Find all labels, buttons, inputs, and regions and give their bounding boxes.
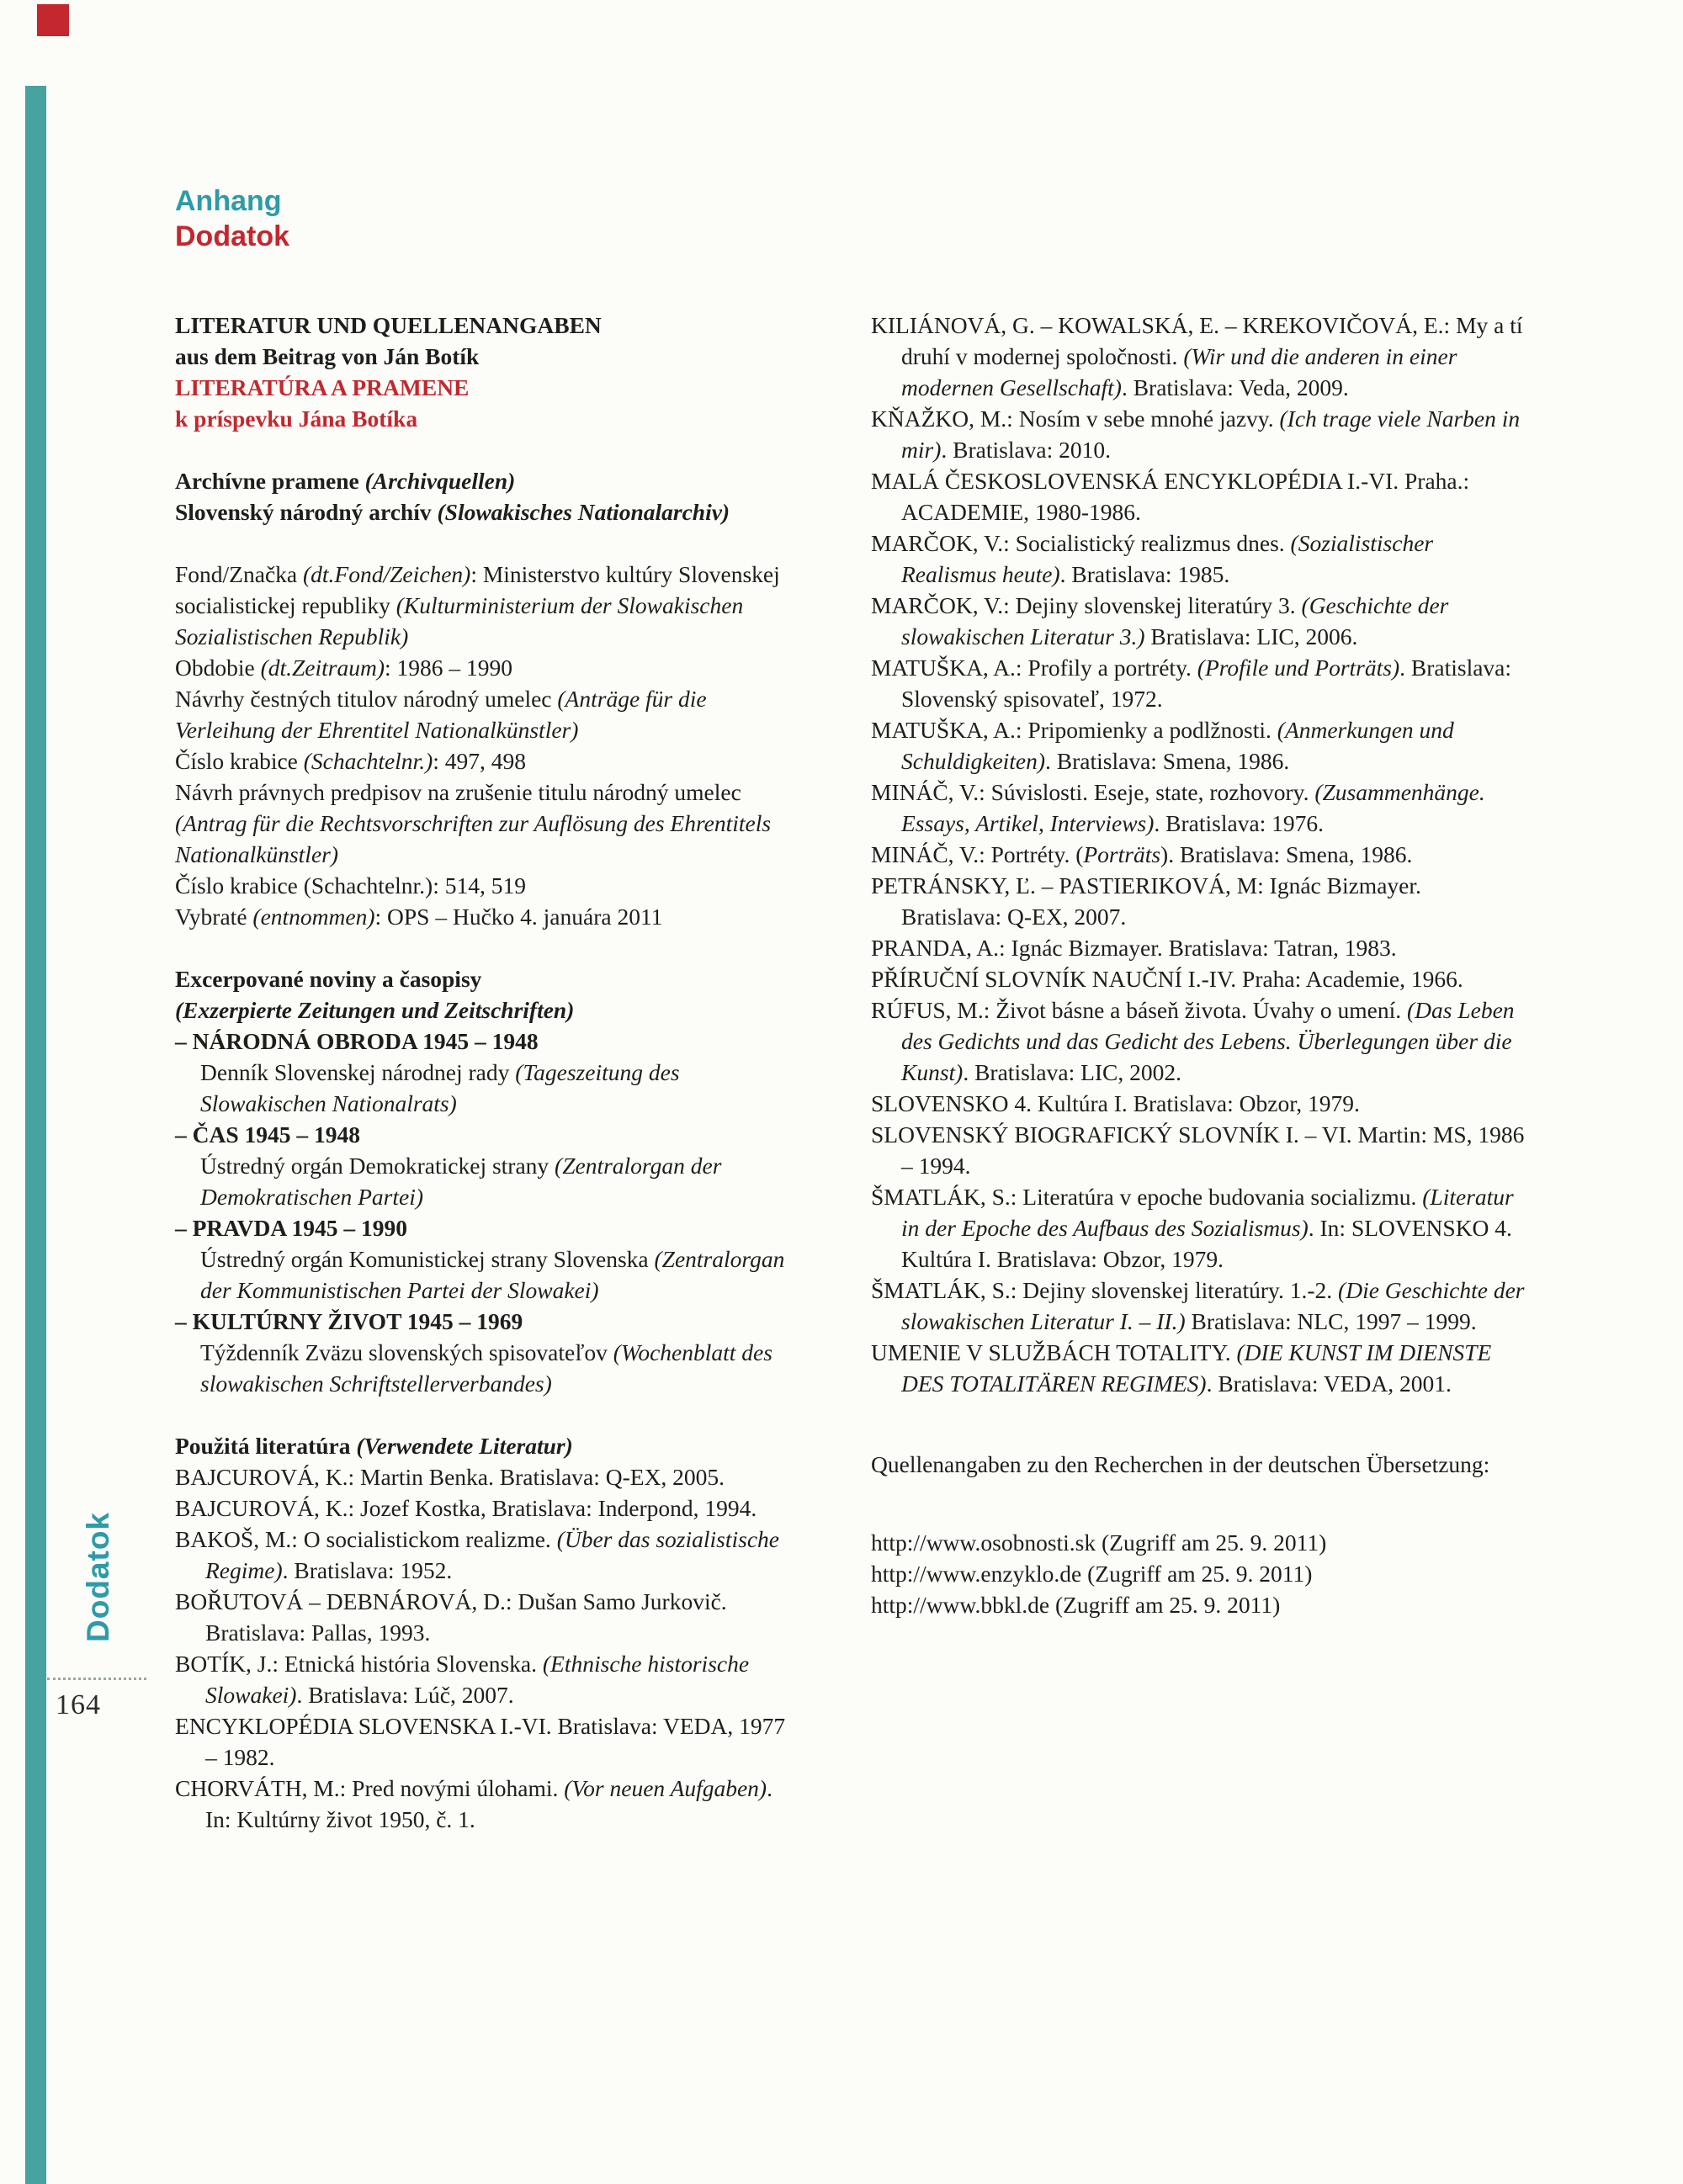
- text-block: [175, 559, 802, 652]
- text-block: [175, 1430, 802, 1461]
- text-block: [871, 870, 1526, 932]
- text-block: [871, 527, 1526, 590]
- text-block: [871, 1275, 1526, 1337]
- text-block: [871, 652, 1526, 714]
- text-block: [175, 1461, 802, 1492]
- text-run: http://www.enzyklo.de (Zugriff am 25. 9. 2011): [871, 1560, 1313, 1587]
- text-run: PŘÍRUČNÍ SLOVNÍK NAUČNÍ I.-IV. Praha: Academie, 1966.: [871, 966, 1463, 992]
- text-run: KŇAŽKO, M.: Nosím v sebe mnohé jazvy.: [871, 406, 1280, 432]
- header-dodatok-label: Dodatok: [175, 220, 289, 252]
- text-run: . Bratislava: Slovenský spisovateľ, 1972.: [901, 655, 1512, 712]
- header-anhang-label: Anhang: [175, 185, 282, 217]
- text-run: Návrh právnych predpisov na zrušenie titulu národný umelec: [175, 779, 741, 805]
- text-block: [175, 994, 802, 1026]
- text-block: [871, 1119, 1526, 1181]
- text-run: LITERATUR UND QUELLENANGABEN: [175, 312, 602, 338]
- spacer: [871, 1399, 1526, 1449]
- text-run: (Schachtelnr.): [303, 748, 433, 774]
- text-run: Denník Slovenskej národnej rady: [200, 1059, 516, 1085]
- text-run: Slovenský národný archív: [175, 499, 438, 525]
- text-run: MINÁČ, V.: Súvislosti. Eseje, state, rozhovory.: [871, 779, 1315, 805]
- text-run: ). Bratislava: Smena, 1986.: [1160, 841, 1413, 867]
- text-run: (Wochenblatt des slowakischen Schriftstellerverbandes): [200, 1339, 772, 1397]
- text-block: [175, 1306, 802, 1337]
- text-run: KILIÁNOVÁ, G. – KOWALSKÁ, E. – KREKOVIČOVÁ, E.: My a tí druhí v modernej spoločnosti.: [871, 312, 1523, 369]
- text-block: [871, 1088, 1526, 1119]
- text-run: – PRAVDA 1945 – 1990: [175, 1215, 408, 1241]
- text-block: [175, 1648, 802, 1710]
- text-block: [175, 1243, 802, 1306]
- text-run: (Tageszeitung des Slowakischen Nationalrats): [200, 1059, 680, 1116]
- text-run: (DIE KUNST IM DIENSTE DES TOTALITÄREN REGIMES): [901, 1339, 1492, 1397]
- text-block: [175, 1586, 802, 1648]
- text-block: [871, 994, 1526, 1088]
- text-block: [871, 465, 1526, 527]
- text-run: CHORVÁTH, M.: Pred novými úlohami.: [175, 1775, 565, 1801]
- text-run: Ústredný orgán Demokratickej strany: [200, 1153, 555, 1179]
- page-number: 164: [56, 1689, 101, 1720]
- text-run: (Profile und Porträts): [1197, 655, 1400, 681]
- text-run: . In: Kultúrny život 1950, č. 1.: [205, 1775, 772, 1832]
- dotted-divider: [47, 1678, 146, 1680]
- text-block: [871, 1527, 1526, 1558]
- text-block: [175, 496, 802, 527]
- text-run: . Bratislava: LIC, 2002.: [963, 1059, 1182, 1085]
- text-run: : Ministerstvo kultúry Slovenskej socialistickej republiky: [175, 561, 780, 618]
- text-run: – ČAS 1945 – 1948: [175, 1121, 361, 1148]
- text-block: [175, 1026, 802, 1057]
- text-block: [175, 870, 802, 901]
- text-run: . Bratislava: Veda, 2009.: [1121, 374, 1349, 400]
- text-run: (entnommen): [252, 904, 375, 930]
- text-run: (Zusammenhänge. Essays, Artikel, Interviews): [901, 779, 1485, 836]
- text-run: (dt.Fond/Zeichen): [302, 561, 471, 587]
- text-block: [871, 1589, 1526, 1620]
- text-run: . Bratislava: VEDA, 2001.: [1206, 1370, 1452, 1397]
- text-run: PETRÁNSKY, Ľ. – PASTIERIKOVÁ, M: Ignác Bizmayer. Bratislava: Q-EX, 2007.: [871, 872, 1421, 930]
- text-run: k príspevku Jána Botíka: [175, 406, 418, 432]
- text-block: [175, 310, 802, 341]
- spacer: [871, 1480, 1526, 1527]
- text-block: [175, 652, 802, 683]
- text-run: . Bratislava: 1976.: [1154, 810, 1325, 836]
- text-block: [175, 1057, 802, 1119]
- text-block: [871, 1558, 1526, 1589]
- text-run: Fond/Značka: [175, 561, 303, 587]
- text-block: [175, 1212, 802, 1243]
- text-run: BAJCUROVÁ, K.: Martin Benka. Bratislava: Q-EX, 2005.: [175, 1464, 725, 1490]
- text-run: . In: SLOVENSKO 4. Kultúra I. Bratislava: Obzor, 1979.: [901, 1215, 1512, 1272]
- text-run: Vybraté: [175, 904, 253, 930]
- text-run: Bratislava: NLC, 1997 – 1999.: [1185, 1308, 1477, 1334]
- text-block: [175, 1710, 802, 1773]
- text-block: [871, 590, 1526, 652]
- text-run: Bratislava: LIC, 2006.: [1144, 623, 1358, 649]
- spacer: [175, 527, 802, 559]
- text-run: PRANDA, A.: Ignác Bizmayer. Bratislava: Tatran, 1983.: [871, 935, 1397, 961]
- text-run: (Zentralorgan der Demokratischen Partei): [200, 1153, 722, 1210]
- text-block: [175, 1773, 802, 1835]
- text-block: [175, 1492, 802, 1524]
- text-block: [175, 777, 802, 870]
- text-run: Excerpované noviny a časopisy: [175, 966, 482, 992]
- text-block: [871, 932, 1526, 963]
- text-block: [871, 403, 1526, 465]
- text-run: (Über das sozialistische Regime): [205, 1526, 779, 1583]
- text-run: (Literatur in der Epoche des Aufbaus des Sozialismus): [901, 1184, 1514, 1241]
- text-run: (Slowakisches Nationalarchiv): [437, 499, 730, 525]
- text-run: Obdobie: [175, 655, 261, 681]
- text-run: Číslo krabice: [175, 748, 304, 774]
- text-run: LITERATÚRA A PRAMENE: [175, 374, 470, 400]
- text-run: MATUŠKA, A.: Pripomienky a podlžnosti.: [871, 717, 1277, 743]
- text-run: aus dem Beitrag von Ján Botík: [175, 343, 480, 369]
- text-run: BAKOŠ, M.: O socialistickom realizme.: [175, 1526, 557, 1552]
- text-run: (Anmerkungen und Schuldigkeiten): [901, 717, 1454, 774]
- text-block: [175, 683, 802, 745]
- text-block: [871, 310, 1526, 403]
- text-run: BAJCUROVÁ, K.: Jozef Kostka, Bratislava: Inderpond, 1994.: [175, 1495, 757, 1521]
- text-run: ŠMATLÁK, S.: Literatúra v epoche budovania socializmu.: [871, 1184, 1423, 1210]
- text-block: [871, 714, 1526, 777]
- text-run: (Verwendete Literatur): [356, 1433, 573, 1459]
- margin-tab-label: Dodatok: [81, 1512, 115, 1642]
- text-run: (Kulturministerium der Slowakischen Sozialistischen Republik): [175, 592, 744, 649]
- text-run: (Exzerpierte Zeitungen und Zeitschriften): [175, 997, 575, 1023]
- text-run: SLOVENSKÝ BIOGRAFICKÝ SLOVNÍK I. – VI. Martin: MS, 1986 – 1994.: [871, 1121, 1525, 1179]
- spacer: [175, 1399, 802, 1430]
- text-run: (Zentralorgan der Kommunistischen Partei der Slowakei): [200, 1246, 785, 1303]
- text-run: Ústredný orgán Komunistickej strany Slovenska: [200, 1246, 655, 1272]
- text-block: [175, 1150, 802, 1212]
- text-run: Návrhy čestných titulov národný umelec: [175, 686, 558, 712]
- text-block: [175, 1337, 802, 1399]
- text-block: [871, 1449, 1526, 1480]
- text-run: UMENIE V SLUŽBÁCH TOTALITY.: [871, 1339, 1237, 1365]
- text-block: [175, 403, 802, 434]
- spacer: [175, 434, 802, 465]
- text-run: MALÁ ČESKOSLOVENSKÁ ENCYKLOPÉDIA I.-VI. Praha.: ACADEMIE, 1980-1986.: [871, 468, 1470, 525]
- text-run: (Wir und die anderen in einer modernen Gesellschaft): [901, 343, 1457, 400]
- text-run: (Geschichte der slowakischen Literatur 3.): [901, 592, 1449, 649]
- section-header: [175, 183, 289, 254]
- text-run: http://www.osobnosti.sk (Zugriff am 25. 9. 2011): [871, 1529, 1327, 1556]
- text-run: . Bratislava: Lúč, 2007.: [296, 1682, 514, 1708]
- text-block: [175, 465, 802, 496]
- text-run: MINÁČ, V.: Portréty. (: [871, 841, 1084, 867]
- text-run: : 1986 – 1990: [385, 655, 513, 681]
- text-block: [871, 1337, 1526, 1399]
- left-column: [175, 310, 802, 1835]
- text-block: [175, 963, 802, 994]
- text-run: RÚFUS, M.: Život básne a báseň života. Úvahy o umení.: [871, 997, 1407, 1023]
- text-block: [175, 901, 802, 932]
- text-run: Porträts: [1083, 841, 1161, 867]
- text-block: [871, 839, 1526, 870]
- text-run: : 497, 498: [433, 748, 527, 774]
- text-run: Použitá literatúra: [175, 1433, 357, 1459]
- text-run: (Ich trage viele Narben in mir): [901, 406, 1521, 463]
- text-block: [175, 1524, 802, 1586]
- text-run: : OPS – Hučko 4. januára 2011: [374, 904, 663, 930]
- text-run: . Bratislava: 1952.: [282, 1557, 453, 1583]
- text-run: (Das Leben des Gedichts und das Gedicht des Lebens. Überlegungen über die Kunst): [901, 997, 1515, 1085]
- text-run: Archívne pramene: [175, 468, 365, 494]
- text-run: (dt.Zeitraum): [260, 655, 385, 681]
- text-run: (Archivquellen): [364, 468, 516, 494]
- text-run: (Sozialistischer Realismus heute): [901, 530, 1434, 587]
- text-run: . Bratislava: 1985.: [1059, 561, 1230, 587]
- text-run: – KULTÚRNY ŽIVOT 1945 – 1969: [175, 1308, 523, 1334]
- text-run: Quellenangaben zu den Recherchen in der deutschen Übersetzung:: [871, 1451, 1490, 1478]
- text-run: (Ethnische historische Slowakei): [205, 1651, 750, 1708]
- text-block: [871, 777, 1526, 839]
- text-run: ŠMATLÁK, S.: Dejiny slovenskej literatúry. 1.-2.: [871, 1277, 1339, 1303]
- text-block: [871, 1181, 1526, 1275]
- text-block: [175, 341, 802, 372]
- spacer: [175, 932, 802, 963]
- text-run: (Antrag für die Rechtsvorschriften zur Auflösung des Ehrentitels Nationalkünstler): [175, 810, 772, 867]
- text-run: Týždenník Zväzu slovenských spisovateľov: [200, 1339, 613, 1365]
- text-block: [175, 1119, 802, 1150]
- text-run: BOŘUTOVÁ – DEBNÁROVÁ, D.: Dušan Samo Jurkovič. Bratislava: Pallas, 1993.: [175, 1588, 727, 1646]
- text-run: ENCYKLOPÉDIA SLOVENSKA I.-VI. Bratislava: VEDA, 1977 – 1982.: [175, 1713, 786, 1770]
- right-column: [871, 310, 1526, 1620]
- text-run: (Die Geschichte der slowakischen Literatur I. – II.): [901, 1277, 1525, 1334]
- text-run: . Bratislava: Smena, 1986.: [1045, 748, 1290, 774]
- text-run: BOTÍK, J.: Etnická história Slovenska.: [175, 1651, 543, 1677]
- text-run: . Bratislava: 2010.: [941, 437, 1112, 463]
- margin-color-bar: [25, 86, 46, 2184]
- text-run: (Vor neuen Aufgaben): [564, 1775, 767, 1801]
- text-block: [175, 745, 802, 777]
- text-run: SLOVENSKO 4. Kultúra I. Bratislava: Obzor, 1979.: [871, 1090, 1360, 1116]
- text-block: [175, 372, 802, 403]
- text-run: Číslo krabice (Schachtelnr.): 514, 519: [175, 872, 526, 899]
- text-run: MATUŠKA, A.: Profily a portréty.: [871, 655, 1197, 681]
- text-run: (Anträge für die Verleihung der Ehrentitel Nationalkünstler): [175, 686, 707, 743]
- text-run: MARČOK, V.: Dejiny slovenskej literatúry 3.: [871, 592, 1302, 618]
- text-block: [871, 963, 1526, 994]
- text-run: – NÁRODNÁ OBRODA 1945 – 1948: [175, 1028, 539, 1054]
- text-run: http://www.bbkl.de (Zugriff am 25. 9. 2011): [871, 1591, 1281, 1618]
- text-run: MARČOK, V.: Socialistický realizmus dnes.: [871, 530, 1291, 556]
- corner-red-mark: [37, 4, 69, 36]
